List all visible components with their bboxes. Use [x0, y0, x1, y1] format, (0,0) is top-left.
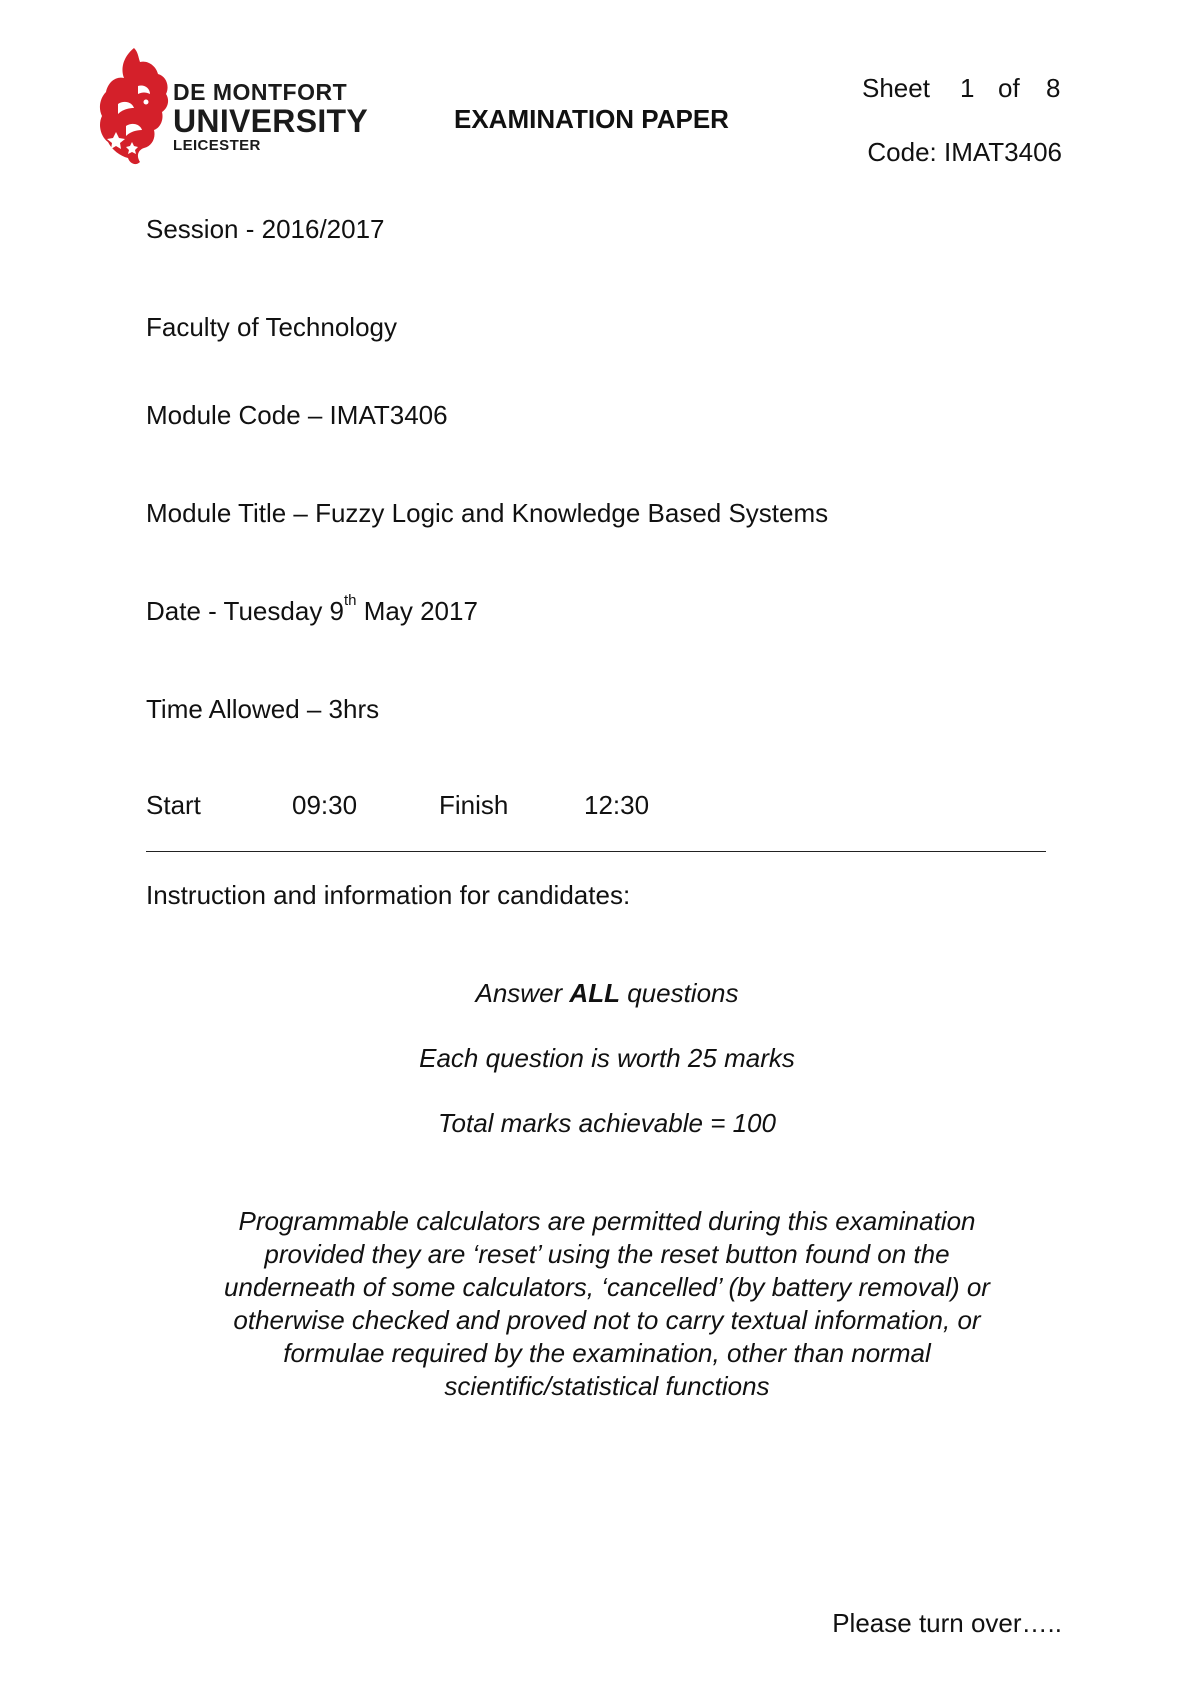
total-marks: Total marks achievable = 100 [438, 1108, 776, 1138]
calculator-policy-line: formulae required by the examination, other than normal [283, 1338, 931, 1368]
answer-all-instruction [146, 978, 1068, 1009]
date-ordinal-suffix: th [344, 592, 357, 609]
date-rest: May 2017 [356, 596, 478, 626]
instructions-heading: Instruction and information for candidates: [146, 880, 631, 910]
faculty-field: Faculty of Technology [146, 312, 397, 342]
lion-emblem-icon [94, 46, 176, 166]
date-prefix: Date - Tuesday 9 [146, 596, 344, 626]
time-allowed-field: Time Allowed – 3hrs [146, 694, 380, 724]
marks-per-question: Each question is worth 25 marks [419, 1043, 795, 1073]
start-label: Start [146, 790, 201, 820]
calculator-policy-line: Programmable calculators are permitted during this examination [238, 1206, 976, 1236]
logo-wordmark [173, 81, 368, 153]
calculator-policy-line: scientific/statistical functions [444, 1371, 770, 1401]
module-code-field: Module Code – IMAT3406 [146, 400, 448, 430]
sheet-number: 1 [960, 73, 975, 103]
sheet-label: Sheet [862, 73, 930, 103]
calculator-policy [146, 1205, 1068, 1403]
horizontal-divider [146, 851, 1046, 852]
start-time: 09:30 [292, 790, 358, 820]
logo-line-university: UNIVERSITY [173, 103, 369, 139]
calculator-policy-line: underneath of some calculators, ‘cancelled’ (by battery removal) or [224, 1272, 990, 1302]
date-field [146, 592, 478, 627]
module-code-header: Code: IMAT3406 [867, 137, 1062, 167]
sheet-total: 8 [1046, 73, 1061, 103]
calculator-policy-line: provided they are ‘reset’ using the reset button found on the [264, 1239, 950, 1269]
module-title-field: Module Title – Fuzzy Logic and Knowledge Based Systems [146, 498, 829, 528]
finish-label: Finish [439, 790, 509, 820]
answer-all-emphasis: ALL [569, 978, 620, 1008]
exam-paper-title: EXAMINATION PAPER [454, 104, 729, 134]
answer-prefix: Answer [475, 978, 570, 1008]
session-field: Session - 2016/2017 [146, 214, 385, 244]
please-turn-over: Please turn over….. [832, 1608, 1062, 1638]
sheet-of-label: of [998, 73, 1020, 103]
answer-suffix: questions [619, 978, 739, 1008]
university-logo [94, 46, 394, 166]
logo-line-de-montfort: DE MONTFORT [173, 79, 348, 105]
finish-time: 12:30 [584, 790, 650, 820]
logo-line-leicester: LEICESTER [173, 137, 261, 154]
calculator-policy-line: otherwise checked and proved not to carry textual information, or [233, 1305, 981, 1335]
